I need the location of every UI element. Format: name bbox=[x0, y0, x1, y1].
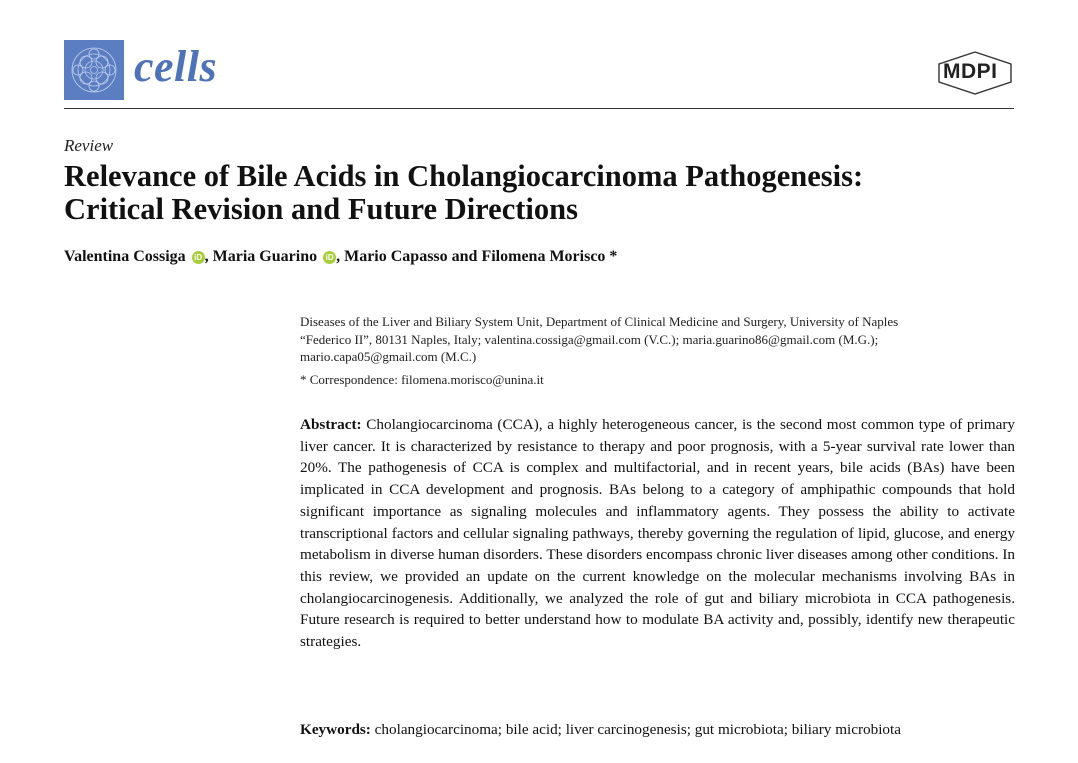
abstract bbox=[300, 414, 1015, 653]
author-1[interactable]: Valentina Cossiga bbox=[64, 248, 186, 265]
correspondence-mark: * bbox=[300, 372, 307, 387]
publisher-name: MDPI bbox=[943, 60, 998, 83]
keywords-text: cholangiocarcinoma; bile acid; liver carcinogenesis; gut microbiota; biliary microbiota bbox=[374, 721, 901, 738]
journal-name: cells bbox=[134, 42, 218, 91]
correspondence-text: Correspondence: filomena.morisco@unina.it bbox=[309, 372, 544, 387]
corresponding-mark: * bbox=[609, 248, 618, 265]
author-3[interactable]: Mario Capasso bbox=[344, 248, 448, 265]
cell-icon bbox=[64, 40, 124, 100]
keywords-label: Keywords: bbox=[300, 721, 371, 738]
author-2[interactable]: Maria Guarino bbox=[212, 248, 318, 265]
abstract-label: Abstract: bbox=[300, 416, 362, 433]
author-list: Valentina Cossiga iD , Maria Guarino iD , Mario Capasso and Filomena Morisco * bbox=[64, 248, 618, 265]
affiliation bbox=[300, 313, 1020, 366]
affiliation-line-3: mario.capa05@gmail.com (M.C.) bbox=[300, 349, 477, 364]
article-title bbox=[64, 160, 1024, 226]
affiliation-line-1: Diseases of the Liver and Biliary System Unit, Department of Clinical Medicine and Surgery, University of Naples bbox=[300, 314, 899, 329]
journal-logo bbox=[64, 40, 124, 100]
orcid-icon[interactable]: iD bbox=[192, 251, 205, 264]
affiliation-line-2: “Federico II”, 80131 Naples, Italy; valentina.cossiga@gmail.com (V.C.); maria.guarino86@gmail.com (M.G.); bbox=[300, 331, 879, 347]
title-line-2: Critical Revision and Future Directions bbox=[64, 192, 578, 226]
publisher-logo bbox=[935, 50, 1015, 96]
author-conjunction: and bbox=[451, 248, 478, 265]
author-4[interactable]: Filomena Morisco bbox=[481, 248, 606, 265]
article-type: Review bbox=[64, 136, 114, 155]
abstract-text: Cholangiocarcinoma (CCA), a highly heterogeneous cancer, is the second most common type of primary liver cancer. It is characterized by resistance to therapy and poor prognosis, with a 5-year survival rate lower than 20%. The pathogenesis of CCA is complex and multifactorial, and in recent years, bile acids (BAs) have been implicated in CCA development and prognosis. BAs belong to a category of amphipathic compounds that hold significant importance as signaling molecules and inflammatory agents. They possess the ability to activate transcriptional factors and cellular signaling pathways, thereby governing the regulation of lipid, glucose, and energy metabolism in diverse human disorders. These disorders encompass chronic liver diseases among other conditions. In this review, we provided an update on the current knowledge on the molecular mechanisms involving BAs in cholangiocarcinogenesis. Additionally, we analyzed the role of gut and biliary microbiota in CCA pathogenesis. Future research is required to better understand how to modulate BA activity and, possibly, identify new therapeutic strategies. bbox=[300, 416, 1016, 651]
title-line-1: Relevance of Bile Acids in Cholangiocarcinoma Pathogenesis: bbox=[64, 159, 864, 193]
orcid-icon[interactable]: iD bbox=[323, 251, 336, 264]
header-divider bbox=[64, 108, 1014, 109]
keywords bbox=[300, 721, 1015, 739]
correspondence bbox=[300, 372, 544, 388]
